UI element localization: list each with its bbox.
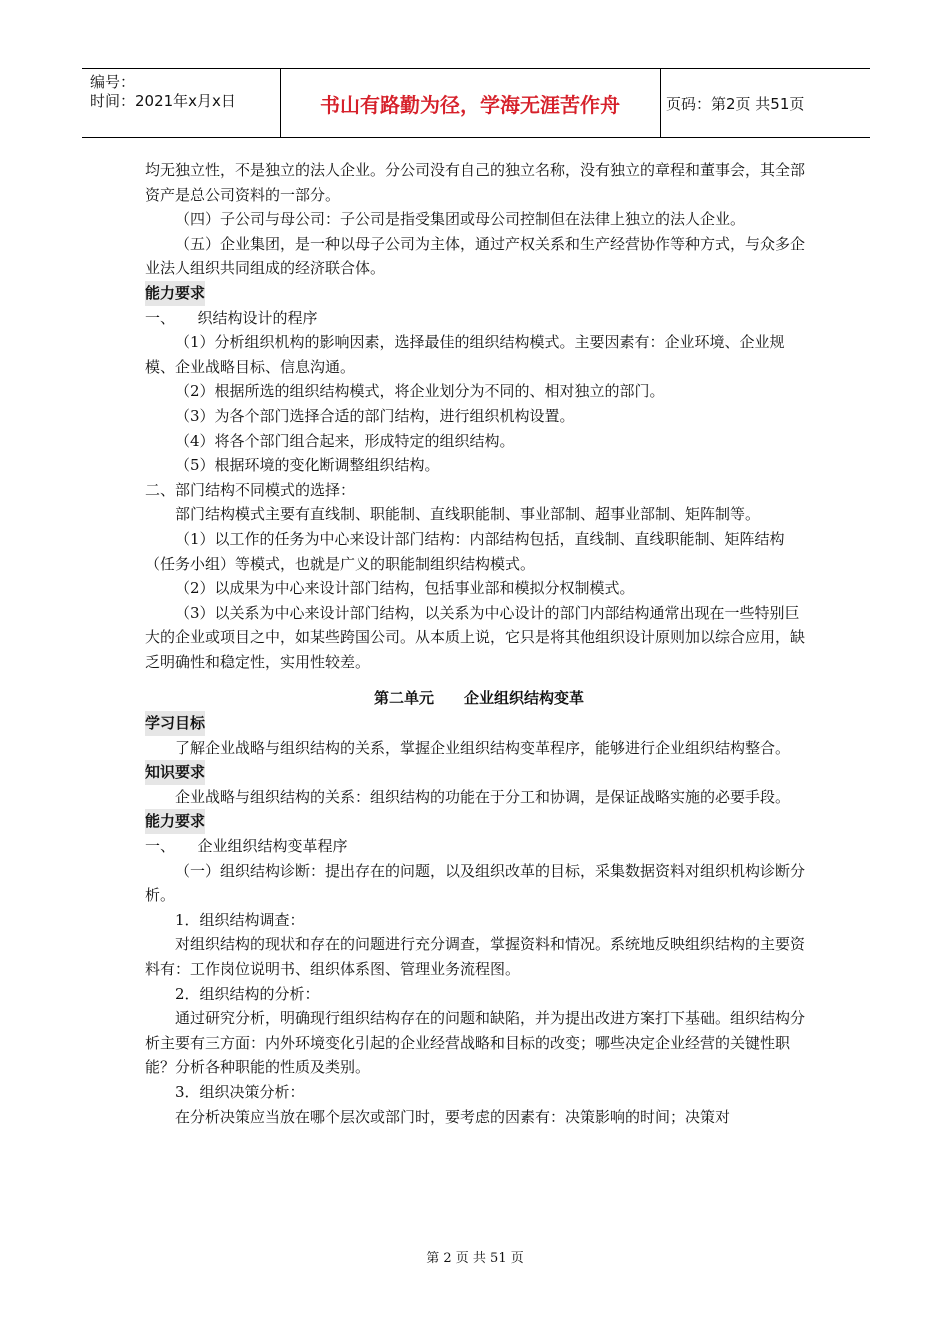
body-paragraph: 二、部门结构不同模式的选择： [145,480,356,499]
header-left-cell [82,69,281,137]
body-paragraph: （一）组织结构诊断：提出存在的问题，以及组织改革的目标，采集数据资料对组织机构诊断分析。 [145,861,806,905]
body-paragraph: （2）根据所选的组织结构模式，将企业划分为不同的、相对独立的部门。 [175,382,665,401]
body-paragraph: （2）以成果为中心来设计部门结构，包括事业部和模拟分权制模式。 [175,579,635,598]
header-page-info: 页码：第2页 共51页 [666,94,805,113]
section-heading-label: 能力要求 [145,809,205,834]
body-paragraph: 通过研究分析，明确现行组织结构存在的问题和缺陷，并为提出改进方案打下基础。组织结构分析主要有三方面：内外环境变化引起的企业经营战略和目标的改变；哪些决定企业经营的关键性职能？分析各种职能的性质及类别。 [145,1009,806,1077]
section-heading-label: 学习目标 [145,711,205,736]
unit-title: 第二单元 企业组织结构变革 [373,689,584,708]
section-heading-label: 知识要求 [145,760,205,785]
body-paragraph: （5）根据环境的变化断调整组织结构。 [175,456,440,475]
body-paragraph: 1．组织结构调查： [175,910,305,929]
body-paragraph: （四）子公司与母公司：子公司是指受集团或母公司控制但在法律上独立的法人企业。 [175,210,746,229]
page-footer: 第 2 页 共 51 页 [426,1251,524,1266]
header-motto: 书山有路勤为径，学海无涯苦作舟 [280,69,661,137]
page-header [82,68,870,138]
body-paragraph: 对组织结构的现状和存在的问题进行充分调查，掌握资料和情况。系统地反映组织结构的主要资料有：工作岗位说明书、组织体系图、管理业务流程图。 [145,935,806,978]
body-paragraph: 企业战略与组织结构的关系：组织结构的功能在于分工和协调，是保证战略实施的必要手段。 [175,787,791,806]
body-paragraph: （1）以工作的任务为中心来设计部门结构：内部结构包括，直线制、直线职能制、矩阵结构（任务小组）等模式，也就是广义的职能制组织结构模式。 [145,529,785,573]
body-paragraph: 一、 企业组织结构变革程序 [145,837,348,856]
body-paragraph: 一、 织结构设计的程序 [145,308,318,327]
body-paragraph: 3．组织决策分析： [175,1082,305,1101]
body-paragraph: （1）分析组织机构的影响因素，选择最佳的组织结构模式。主要因素有：企业环境、企业规模、企业战略目标、信息沟通。 [145,333,785,376]
section-heading [145,711,813,736]
document-date-label: 时间：2021年x月x日 [90,92,236,110]
body-paragraph: 部门结构模式主要有直线制、职能制、直线职能制、事业部制、超事业部制、矩阵制等。 [175,505,761,524]
body-paragraph: （五）企业集团，是一种以母子公司为主体，通过产权关系和生产经营协作等种方式，与众多企业法人组织共同组成的经济联合体。 [145,234,806,278]
body-paragraph: 2．组织结构的分析： [175,984,320,1003]
body-paragraph: 了解企业战略与组织结构的关系，掌握企业组织结构变革程序，能够进行企业组织结构整合。 [175,738,791,757]
section-heading-label: 能力要求 [145,281,205,306]
body-paragraph: （4）将各个部门组合起来，形成特定的组织结构。 [175,431,515,450]
body-paragraph: （3）为各个部门选择合适的部门结构，进行组织机构设置。 [175,406,575,425]
body-paragraph: 在分析决策应当放在哪个层次或部门时，要考虑的因素有：决策影响的时间；决策对 [175,1107,731,1126]
section-heading [145,281,813,306]
body-paragraph: 均无独立性，不是独立的法人企业。分公司没有自己的独立名称，没有独立的章程和董事会，其全部资产是总公司资料的一部分。 [145,161,806,204]
body-paragraph: （3）以关系为中心来设计部门结构，以关系为中心设计的部门内部结构通常出现在一些特别巨大的企业或项目之中，如某些跨国公司。从本质上说，它只是将其他组织设计原则加以综合应用，缺乏明确性和稳定性，实用性较差。 [145,603,806,671]
section-heading [145,760,813,785]
document-body [145,158,813,1129]
document-number-label: 编号： [90,73,136,91]
section-heading [145,809,813,834]
